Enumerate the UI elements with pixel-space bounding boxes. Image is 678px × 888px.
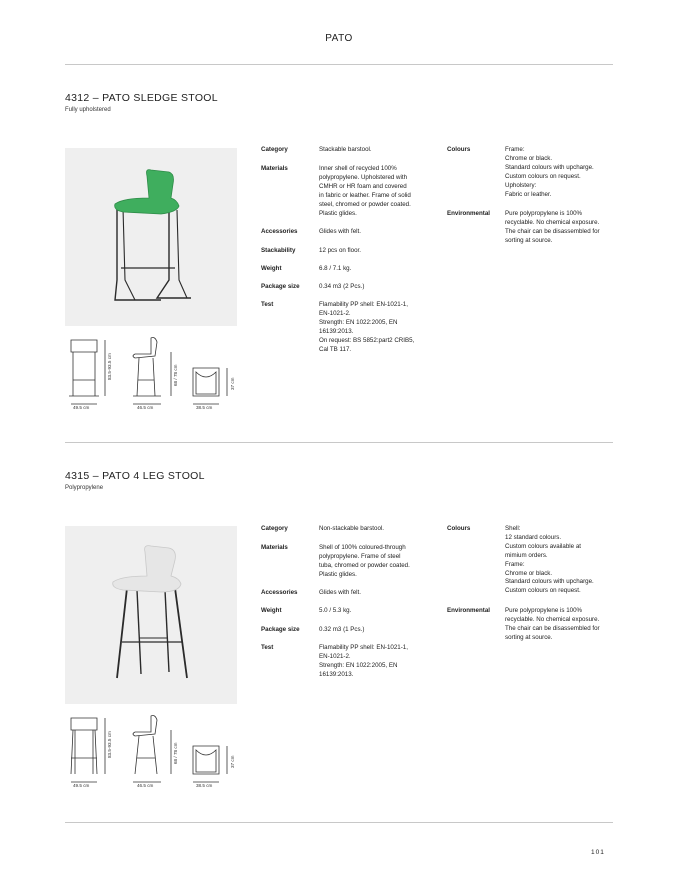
dimension-drawings: [65, 712, 255, 792]
top-height-label: 37 cm: [230, 755, 235, 768]
spec-value: 12 pcs on floor.: [319, 247, 361, 254]
spec-value: 5.0 / 5.3 kg.: [319, 607, 352, 614]
spec-value: Non-stackable barstool.: [319, 525, 385, 532]
spec-label: Accessories: [261, 228, 298, 235]
spec-label: Environmental: [447, 210, 490, 217]
spec-value: Flamability PP shell: EN-1021-1, EN-1021-2. Strength: EN 1022:2005, EN 16139:2013. On request: BS 5852:part2 CRIB5, Cal TB 117.: [319, 301, 415, 353]
shell: [113, 546, 181, 592]
divider: [65, 442, 613, 443]
spec-label: Weight: [261, 265, 282, 272]
spec-value: Glides with felt.: [319, 589, 361, 596]
top-height-label: 37 cm: [230, 377, 235, 390]
spec-label: Category: [261, 146, 288, 153]
spec-value: Shell of 100% coloured-through polypropylene. Frame of steel tuba, chromed or powder coated. Plastic glides.: [319, 544, 410, 578]
front-width-label: 49.5 cm: [73, 783, 90, 788]
side-height-label: 68 / 78 cm: [173, 742, 178, 764]
product-subtitle: Fully upholstered: [65, 107, 111, 113]
divider: [65, 822, 613, 823]
spec-label: Test: [261, 301, 274, 308]
spec-label: Materials: [261, 165, 288, 172]
spec-value: Inner shell of recycled 100% polypropylene. Upholstered with CMHR or HR foam and covered in fabric or leather. Frame of solid steel, chromed or powder coated. Plastic glides.: [319, 165, 411, 217]
front-height-label: 83.5-93.5 cm: [107, 353, 112, 380]
divider: [65, 64, 613, 65]
side-width-label: 46.5 cm: [137, 405, 154, 410]
spec-value: 6.8 / 7.1 kg.: [319, 265, 352, 272]
spec-value: Shell: 12 standard colours. Custom colours available at mimium orders. Frame: Chrome or black. Standard colours with upcharge. Custom colours on request.: [505, 525, 594, 595]
spec-label: Package size: [261, 283, 300, 290]
spec-value: Glides with felt.: [319, 228, 361, 235]
product-title: 4315 – PATO 4 LEG STOOL: [65, 470, 205, 482]
product-subtitle: Polypropylene: [65, 485, 104, 491]
spec-label: Materials: [261, 544, 288, 551]
page-header: PATO: [325, 33, 353, 44]
spec-label: Colours: [447, 525, 471, 532]
spec-table: [261, 525, 441, 695]
spec-value: 0.34 m3 (2 Pcs.): [319, 283, 365, 290]
front-height-label: 83.5-93.5 cm: [107, 731, 112, 758]
spec-value: Pure polypropylene is 100% recyclable. No chemical exposure. The chair can be disassembled for sorting at source.: [505, 607, 600, 641]
spec-value: Frame: Chrome or black. Standard colours with upcharge. Custom colours on request. Upholstery: Fabric or leather.: [505, 146, 594, 198]
spec-value: Flamability PP shell: EN-1021-1, EN-1021-2. Strength: EN 1022:2005, EN 16139:2013.: [319, 644, 408, 678]
shell: [115, 170, 179, 214]
spec-label: Accessories: [261, 589, 298, 596]
spec-value: Pure polypropylene is 100% recyclable. No chemical exposure. The chair can be disassembled for sorting at source.: [505, 210, 600, 244]
spec-label: Colours: [447, 146, 471, 153]
spec-label: Stackability: [261, 247, 296, 254]
spec-label: Package size: [261, 626, 300, 633]
side-width-label: 46.5 cm: [137, 783, 154, 788]
product-photo: [65, 148, 237, 326]
spec-label: Environmental: [447, 607, 490, 614]
product-photo: [65, 526, 237, 704]
technical-drawing: [65, 712, 255, 792]
spec-value: 0.32 m3 (1 Pcs.): [319, 626, 365, 633]
spec-value: Stackable barstool.: [319, 146, 372, 153]
top-width-label: 38.5 cm: [196, 405, 213, 410]
spec-table-right: [447, 146, 627, 256]
product-title: 4312 – PATO SLEDGE STOOL: [65, 92, 218, 104]
four-leg-stool-image: [65, 526, 237, 704]
spec-table-right: [447, 525, 627, 655]
spec-label: Category: [261, 525, 288, 532]
technical-drawing: [65, 334, 255, 414]
sledge-stool-image: [65, 148, 237, 326]
top-width-label: 38.5 cm: [196, 783, 213, 788]
spec-label: Test: [261, 644, 274, 651]
page-number: 101: [591, 849, 605, 856]
front-width-label: 49.5 cm: [73, 405, 90, 410]
spec-table: [261, 146, 441, 366]
dimension-drawings: [65, 334, 255, 414]
side-height-label: 68 / 78 cm: [173, 364, 178, 386]
spec-label: Weight: [261, 607, 282, 614]
